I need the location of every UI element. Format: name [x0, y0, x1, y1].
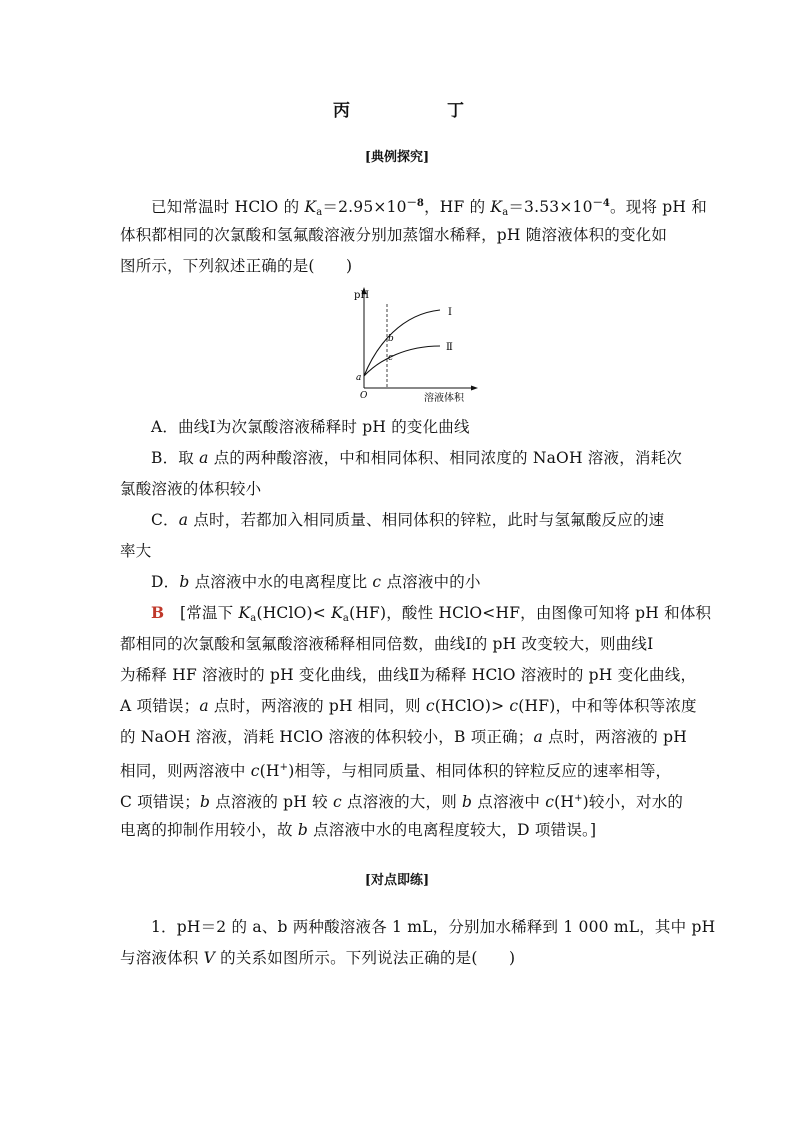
practice-line-1: 1．pH＝2 的 a、b 两种酸溶液各 1 mL，分别加水稀释到 1 000 mL，其中 pH — [151, 918, 716, 936]
problem-line-2: 体积都相同的次氯酸和氢氟酸溶液分别加蒸馏水稀释，pH 随溶液体积的变化如 — [120, 226, 668, 244]
option-b-line-1: B．取 a 点的两种酸溶液，中和相同体积、相同浓度的 NaOH 溶液，消耗次 — [151, 449, 682, 467]
y-axis-label: pH — [354, 290, 370, 301]
answer-line-5: 的 NaOH 溶液，消耗 HClO 溶液的体积较小，B 项正确；a 点时，两溶液的 pH — [120, 728, 687, 746]
answer-line-1: B [常温下 $K_a(HClO)< K_a(HF)$，酸性 HClO<HF，由图像可知将 pH 和体积 — [151, 603, 712, 624]
problem-line-3: 图所示，下列叙述正确的是( ) — [120, 257, 353, 275]
curve-2-label: Ⅱ — [446, 342, 453, 353]
ph-dilution-figure — [352, 284, 482, 404]
answer-line-7: C 项错误；b 点溶液的 pH 较 c 点溶液的大，则 b 点溶液中 c(H+)较小，对水的 — [120, 793, 684, 811]
origin-label: O — [360, 391, 368, 401]
practice-line-2: 与溶液体积 V 的关系如图所示。下列说法正确的是( ) — [120, 949, 516, 967]
curve-2 — [364, 346, 440, 376]
point-a-label: a — [356, 373, 362, 383]
answer-line-8: 电离的抑制作用较小，故 b 点溶液中水的电离程度较大，D 项错误。] — [120, 821, 597, 839]
option-c-line-1: C．a 点时，若都加入相同质量、相同体积的锌粒，此时与氢氟酸反应的速 — [151, 511, 665, 529]
answer-line-3: 为稀释 HF 溶液时的 pH 变化曲线，曲线Ⅱ为稀释 HClO 溶液时的 pH 变化曲线， — [120, 666, 697, 684]
section-tag-practice: [对点即练] — [364, 873, 430, 888]
problem-line-1: 已知常温时 HClO 的 $K_a=2.95\times 10^{-8}$，HF 的 $K_a=3.53\times 10^{-4}$。现将 pH 和 — [151, 198, 707, 218]
x-axis-label: 溶液体积 — [424, 393, 464, 404]
header-word-right: 丁 — [447, 101, 464, 121]
answer-line-6: 相同，则两溶液中 c(H+)相等，与相同质量、相同体积的锌粒反应的速率相等， — [120, 762, 672, 780]
point-b-label: b — [388, 334, 394, 344]
point-c-label: c — [388, 353, 394, 363]
curve-1-label: Ⅰ — [448, 307, 452, 318]
answer-line-2: 都相同的次氯酸和氢氟酸溶液稀释相同倍数，曲线Ⅰ的 pH 改变较大，则曲线Ⅰ — [120, 635, 654, 653]
section-tag-example: [典例探究] — [364, 150, 430, 165]
x-axis-arrow — [471, 386, 478, 391]
option-d: D．b 点溶液中水的电离程度比 c 点溶液中的小 — [151, 573, 481, 591]
answer-line-4: A 项错误；a 点时，两溶液的 pH 相同，则 c(HClO)> c(HF)，中和等体积等浓度 — [120, 697, 697, 715]
option-b-line-2: 氯酸溶液的体积较小 — [120, 480, 262, 498]
header-word-left: 丙 — [333, 101, 350, 121]
answer-letter: B — [151, 603, 165, 622]
option-c-line-2: 率大 — [120, 542, 152, 560]
option-a: A．曲线Ⅰ为次氯酸溶液稀释时 pH 的变化曲线 — [151, 418, 470, 436]
